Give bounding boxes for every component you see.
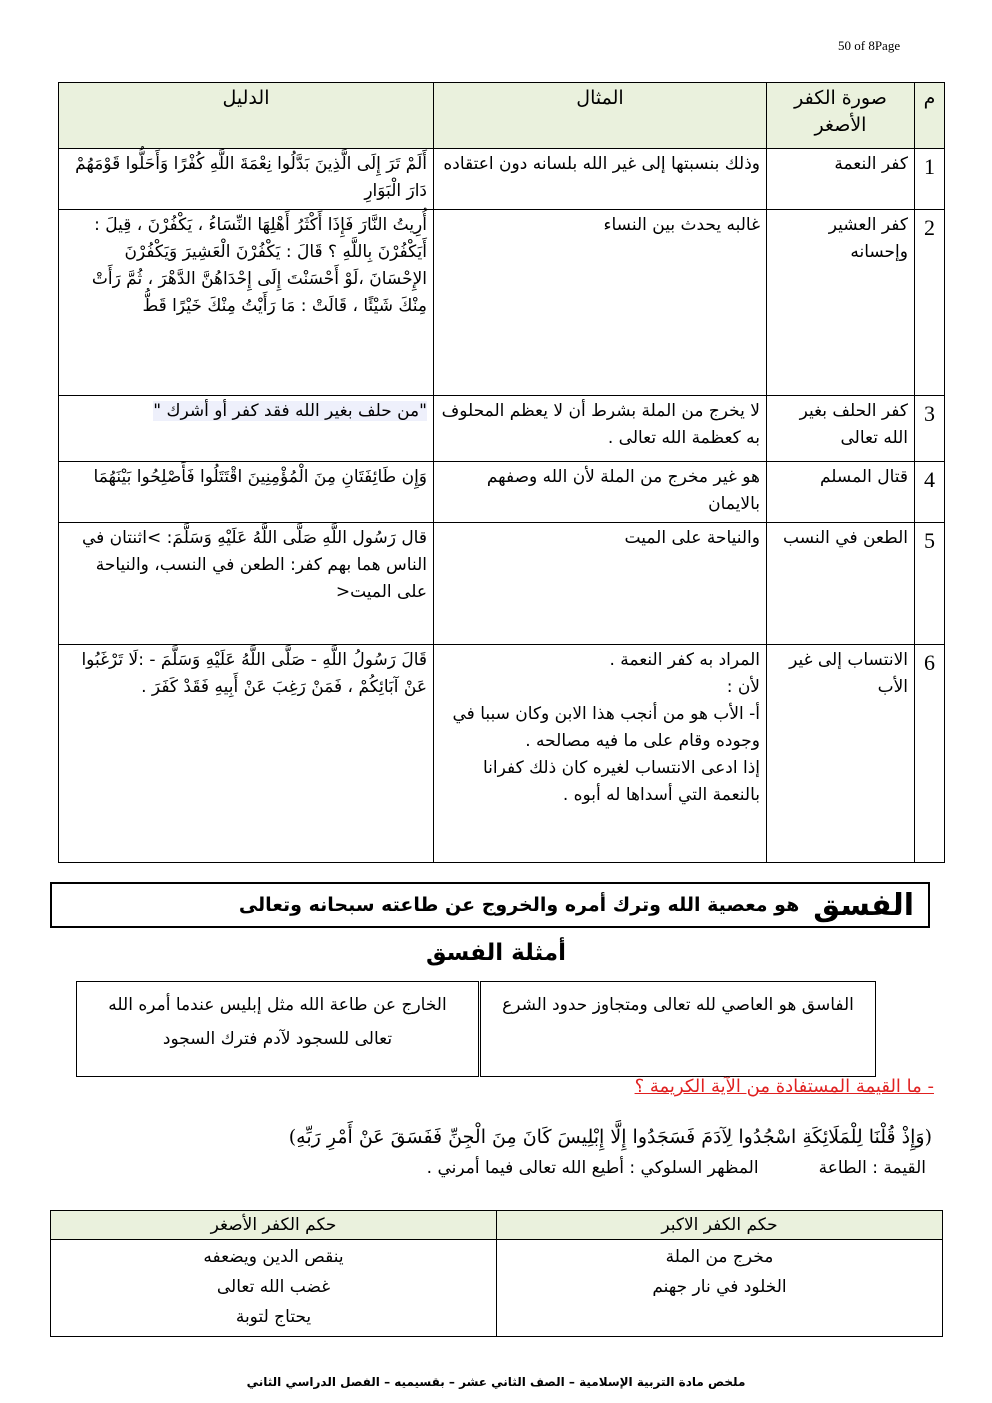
minor-ruling-item: يحتاج لتوبة <box>235 1307 312 1327</box>
row-evidence-text: "من حلف بغير الله فقد كفر أو أشرك " <box>153 401 427 421</box>
row-form: كفر العشير وإحسانه <box>767 210 915 396</box>
table-row <box>59 149 945 210</box>
row-example <box>434 645 767 863</box>
minor-ruling-item: غضب الله تعالى <box>216 1277 331 1297</box>
major-ruling-cell <box>497 1240 943 1337</box>
minor-ruling-header: حكم الكفر الأصغر <box>51 1211 497 1240</box>
rulings-row <box>51 1240 943 1337</box>
row-num: 5 <box>915 523 945 645</box>
example-line: المراد به كفر النعمة . <box>609 650 760 670</box>
row-example: غالبه يحدث بين النساء <box>434 210 767 396</box>
row-num: 4 <box>915 462 945 523</box>
rulings-table <box>50 1210 943 1337</box>
quran-verse: (وَإِذْ قُلْنَا لِلْمَلَائِكَةِ اسْجُدُوا لِآدَمَ فَسَجَدُوا إِلَّا إِبْلِيسَ كَانَ مِنَ الْجِنِّ فَفَسَقَ عَنْ أَمْرِ رَبِّهِ) <box>288 1126 932 1148</box>
table-row <box>59 396 945 462</box>
table-row <box>59 645 945 863</box>
header-num: م <box>915 83 945 149</box>
row-example: وذلك بنسبتها إلى غير الله بلسانه دون اعتقاده <box>434 149 767 210</box>
fisq-title: الفسق <box>813 887 914 923</box>
major-ruling-item: الخلود في نار جهنم <box>652 1277 787 1297</box>
row-example: والنياحة على الميت <box>434 523 767 645</box>
page-footer: ملخص مادة التربية الإسلامية – الصف الثاني عشر – بقسيميه – الفصل الدراسي الثاني <box>246 1375 746 1389</box>
row-example: هو غير مخرج من الملة لأن الله وصفهم بالايمان <box>434 462 767 523</box>
example-line: أ- الأب هو من أنجب هذا الابن وكان سببا في وجوده وقام على ما فيه مصالحه . <box>452 704 760 751</box>
example-line: إذا ادعى الانتساب لغيره كان ذلك كفرانا بالنعمة التي أسداها له أبوه . <box>482 758 760 805</box>
row-form: كفر النعمة <box>767 149 915 210</box>
header-form: صورة الكفر الأصغر <box>767 83 915 149</box>
page-number: 50 of 8Page <box>838 38 901 53</box>
row-example: لا يخرج من الملة بشرط أن لا يعظم المحلوف به كعظمة الله تعالى . <box>434 396 767 462</box>
table-row <box>59 523 945 645</box>
row-num: 6 <box>915 645 945 863</box>
row-form: الانتساب إلى غير الأب <box>767 645 915 863</box>
row-evidence: قال رَسُول اللَّهِ صَلَّى اللَّهُ عَلَيْهِ وَسَلَّمَ: >اثنتان في الناس هما بهم كفر: الطعن في النسب، والنياحة على الميت< <box>59 523 434 645</box>
major-ruling-item: مخرج من الملة <box>665 1247 774 1267</box>
row-form: كفر الحلف بغير الله تعالى <box>767 396 915 462</box>
table-row <box>59 210 945 396</box>
fisq-definition-box <box>50 882 930 928</box>
row-evidence: أَلَمْ تَرَ إِلَى الَّذِينَ بَدَّلُوا نِعْمَةَ اللَّهِ كُفْرًا وَأَحَلُّوا قَوْمَهُمْ دَارَ الْبَوَارِ <box>59 149 434 210</box>
behavior-label: المظهر السلوكي : أطيع الله تعالى فيما أمرني . <box>426 1158 759 1178</box>
row-evidence: وَإِن طَائِفَتَانِ مِنَ الْمُؤْمِنِينَ اقْتَتَلُوا فَأَصْلِحُوا بَيْنَهُمَا <box>59 462 434 523</box>
fisq-definition: هو معصية الله وترك أمره والخروج عن طاعته سبحانه وتعالى <box>238 894 800 916</box>
minor-ruling-cell <box>51 1240 497 1337</box>
table-header-row <box>59 83 945 149</box>
rulings-header-row <box>51 1211 943 1240</box>
minor-disbelief-table <box>58 82 945 863</box>
examples-title: أمثلة الفسق <box>425 940 567 966</box>
row-form: قتال المسلم <box>767 462 915 523</box>
example-box-iblis: الخارج عن طاعة الله مثل إبليس عندما أمره الله تعالى للسجود لآدم فترك السجود <box>76 981 479 1077</box>
header-evidence: الدليل <box>59 83 434 149</box>
row-num: 1 <box>915 149 945 210</box>
example-box-sinner: الفاسق هو العاصي لله تعالى ومتجاوز حدود الشرع <box>480 981 876 1077</box>
question: - ما القيمة المستفادة من الآية الكريمة ؟ <box>634 1076 934 1097</box>
table-row <box>59 462 945 523</box>
example-line: لأن : <box>726 677 760 697</box>
value-label: القيمة : الطاعة <box>818 1158 926 1178</box>
minor-ruling-item: ينقص الدين ويضعفه <box>203 1247 344 1267</box>
row-num: 3 <box>915 396 945 462</box>
value-line <box>126 1158 926 1178</box>
row-form: الطعن في النسب <box>767 523 915 645</box>
row-evidence <box>59 396 434 462</box>
major-ruling-header: حكم الكفر الاكبر <box>497 1211 943 1240</box>
header-example: المثال <box>434 83 767 149</box>
row-evidence: قَالَ رَسُولُ اللَّهِ - صَلَّى اللَّهُ عَلَيْهِ وَسَلَّمَ - :لَا تَرْغَبُوا عَنْ آبَائِكُمْ ، فَمَنْ رَغِبَ عَنْ أَبِيهِ فَقَدْ كَفَرَ . <box>59 645 434 863</box>
row-evidence: أُرِيتُ النَّارَ فَإِذَا أَكْثَرُ أَهْلِهَا النِّسَاءُ ، يَكْفُرْنَ ، قِيلَ : أَيَكْفُرْنَ بِاللَّهِ ؟ قَالَ : يَكْفُرْنَ الْعَشِيرَ وَيَكْفُرْنَ الإِحْسَانَ ،لَوْ أَحْسَنْتَ إِلَى إِحْدَاهُنَّ الدَّهْرَ ، ثُمَّ رَأَتْ مِنْكَ شَيْئًا ، قَالَتْ : مَا رَأَيْتُ مِنْكَ خَيْرًا قَطُّ <box>59 210 434 396</box>
row-num: 2 <box>915 210 945 396</box>
